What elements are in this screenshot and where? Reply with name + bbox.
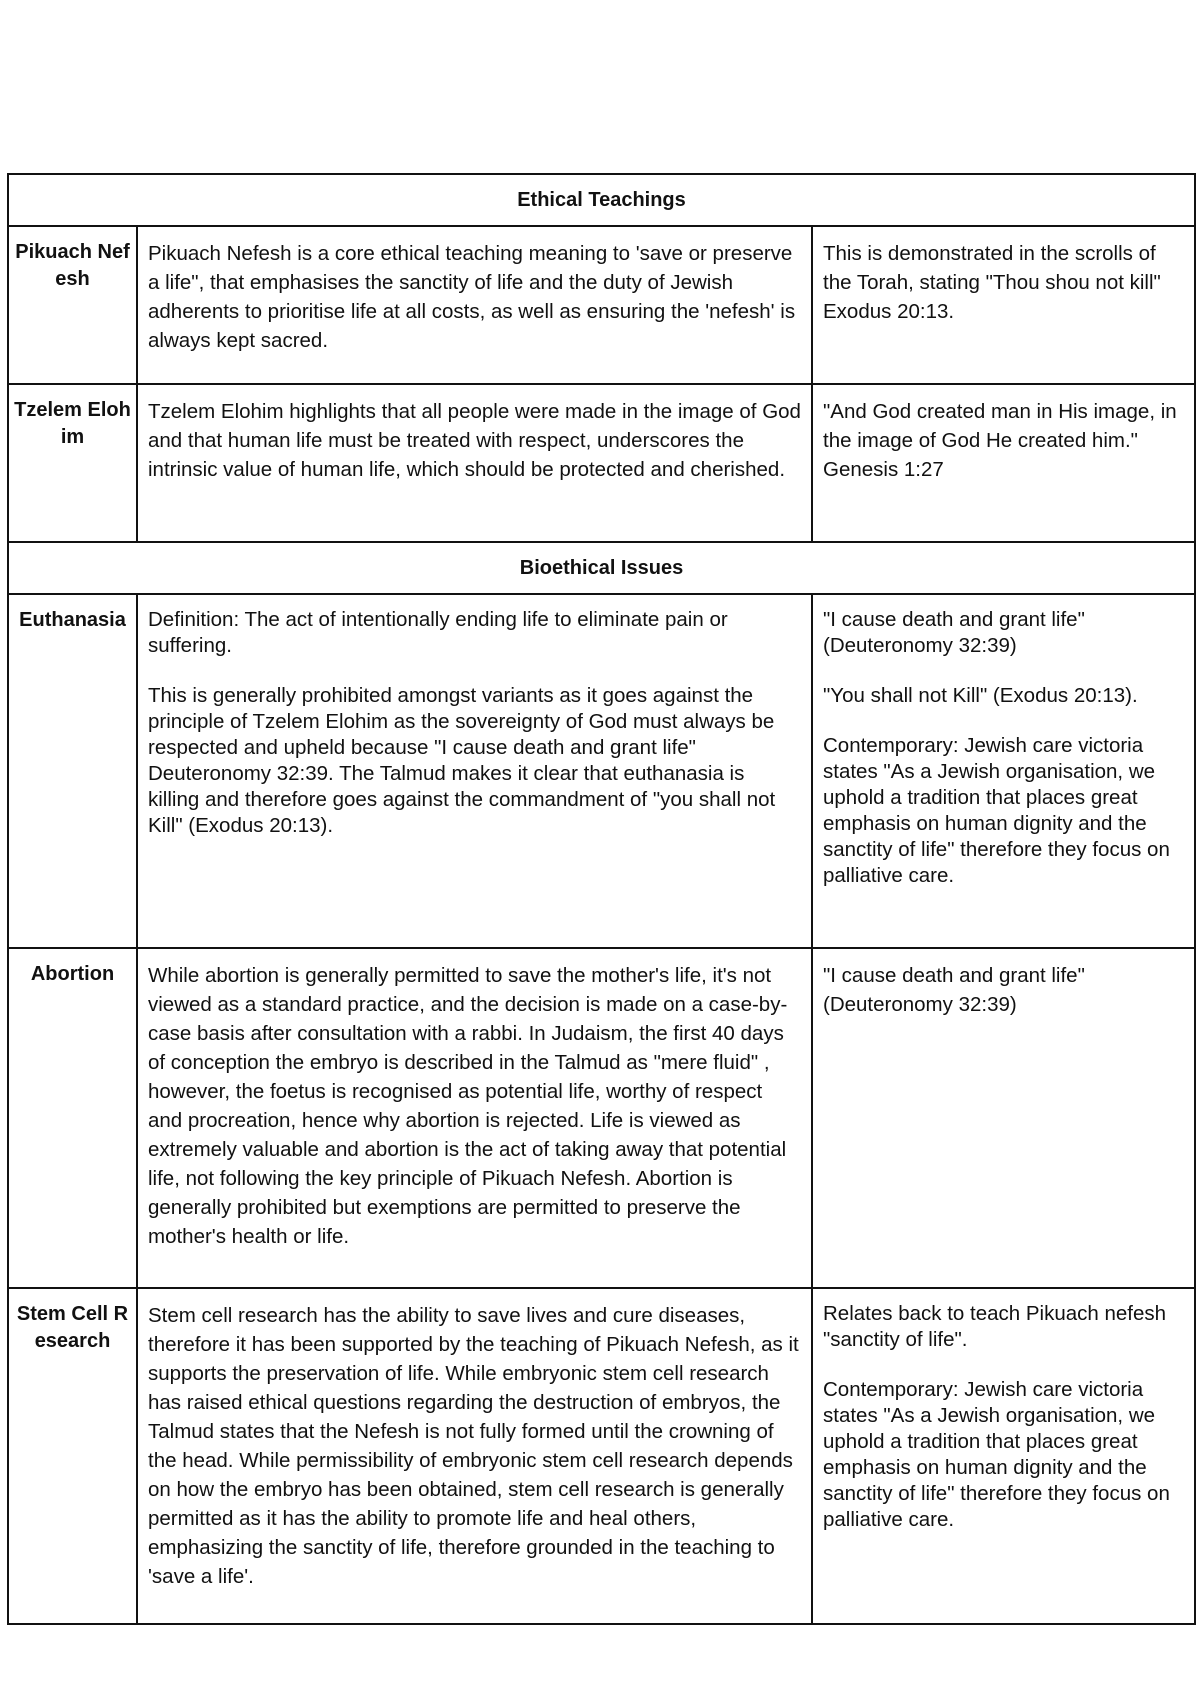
table-row-abortion — [8, 948, 1195, 1288]
quote-paragraph: "I cause death and grant life" (Deuteronomy 32:39) — [823, 608, 1085, 657]
contemporary-paragraph: Contemporary: Jewish care victoria states "As a Jewish organisation, we uphold a tradition that places great emphasis on human dignity and the sanctity of life" therefore they focus on palliative care. — [823, 734, 1170, 887]
section-heading-bioethical-issues: Bioethical Issues — [8, 542, 1195, 594]
evidence-cell — [812, 1288, 1195, 1624]
term-cell: Stem Cell Research — [8, 1288, 137, 1624]
table-row-pikuach-nefesh — [8, 226, 1195, 384]
description-cell: Tzelem Elohim highlights that all people were made in the image of God and that human life must be treated with respect, underscores the intrinsic value of human life, which should be protected and cherished. — [137, 384, 812, 542]
section-header-row — [8, 542, 1195, 594]
term-cell: Abortion — [8, 948, 137, 1288]
evidence-cell: "And God created man in His image, in the image of God He created him." Genesis 1:27 — [812, 384, 1195, 542]
evidence-cell: "I cause death and grant life" (Deuteronomy 32:39) — [812, 948, 1195, 1288]
description-cell: While abortion is generally permitted to save the mother's life, it's not viewed as a standard practice, and the decision is made on a case-by-case basis after consultation with a rabbi. In Judaism, the first 40 days of conception the embryo is described in the Talmud as "mere fluid" , however, the foetus is recognised as potential life, worthy of respect and procreation, hence why abortion is rejected. Life is viewed as extremely valuable and abortion is the act of taking away that potential life, not following the key principle of Pikuach Nefesh. Abortion is generally prohibited but exemptions are permitted to preserve the mother's health or life. — [137, 948, 812, 1288]
table-row-tzelem-elohim — [8, 384, 1195, 542]
term-cell: Pikuach Nefesh — [8, 226, 137, 384]
explanation-paragraph: This is generally prohibited amongst variants as it goes against the principle of Tzelem Elohim as the sovereignty of God must always be respected and upheld because "I cause death and grant life" Deuteronomy 32:39. The Talmud makes it clear that euthanasia is killing and therefore goes against the commandment of "you shall not Kill" (Exodus 20:13). — [148, 684, 776, 837]
term-cell: Tzelem Elohim — [8, 384, 137, 542]
term-cell: Euthanasia — [8, 594, 137, 948]
definition-paragraph: Definition: The act of intentionally ending life to eliminate pain or suffering. — [148, 608, 728, 657]
contemporary-paragraph: Contemporary: Jewish care victoria states "As a Jewish organisation, we uphold a tradition that places great emphasis on human dignity and the sanctity of life" therefore they focus on palliative care. — [823, 1378, 1170, 1531]
table-row-stem-cell-research — [8, 1288, 1195, 1624]
evidence-cell: This is demonstrated in the scrolls of the Torah, stating "Thou shou not kill" Exodus 20:13. — [812, 226, 1195, 384]
evidence-cell — [812, 594, 1195, 948]
ethics-table — [7, 173, 1196, 1625]
section-header-row — [8, 174, 1195, 226]
section-heading-ethical-teachings: Ethical Teachings — [8, 174, 1195, 226]
quote-paragraph: Relates back to teach Pikuach nefesh "sanctity of life". — [823, 1302, 1167, 1351]
description-cell: Stem cell research has the ability to save lives and cure diseases, therefore it has been supported by the teaching of Pikuach Nefesh, as it supports the preservation of life. While embryonic stem cell research has raised ethical questions regarding the destruction of embryos, the Talmud states that the Nefesh is not fully formed until the crowning of the head. While permissibility of embryonic stem cell research depends on how the embryo has been obtained, stem cell research is generally permitted as it has the ability to promote life and heal others, emphasizing the sanctity of life, therefore grounded in the teaching to 'save a life'. — [137, 1288, 812, 1624]
table-row-euthanasia — [8, 594, 1195, 948]
description-cell: Pikuach Nefesh is a core ethical teaching meaning to 'save or preserve a life", that emphasises the sanctity of life and the duty of Jewish adherents to prioritise life at all costs, as well as ensuring the 'nefesh' is always kept sacred. — [137, 226, 812, 384]
description-cell — [137, 594, 812, 948]
quote-paragraph: "You shall not Kill" (Exodus 20:13). — [823, 684, 1138, 707]
